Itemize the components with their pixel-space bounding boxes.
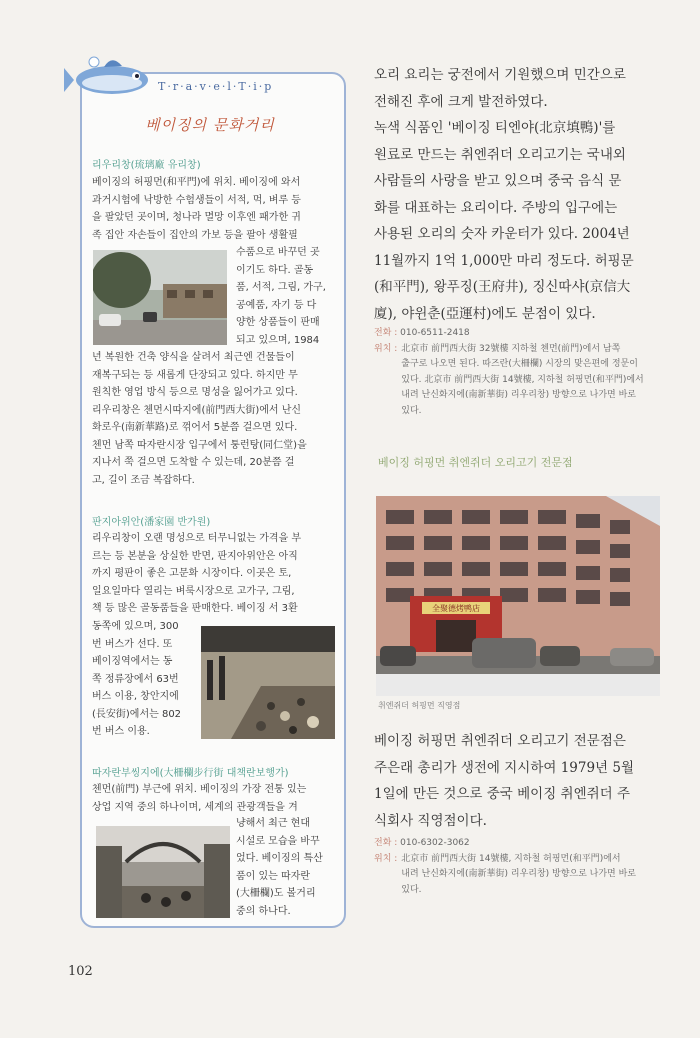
text-line: 11월까지 1억 1,000만 마리 정도다. 허핑문 — [374, 252, 634, 269]
text-line: 리우리창은 첸먼시따지에(前門西大街)에서 난신 — [92, 404, 302, 416]
intro-paragraph — [374, 62, 664, 327]
info-block-1 — [374, 326, 664, 419]
section-text-panjiayuan-top — [92, 530, 337, 618]
text-line: 년 복원한 건축 양식을 살려서 최근엔 건물들이 — [92, 352, 295, 363]
text-line: 수품으로 바꾸던 곳 — [236, 247, 320, 258]
text-line: 시설로 모습을 바꾸 — [236, 835, 320, 847]
text-line: 화를 대표하는 요리이다. 주방의 입구에는 — [374, 199, 618, 216]
text-line: 과거시험에 낙방한 수험생들이 서적, 먹, 벼루 등 — [92, 194, 301, 206]
phone-line — [374, 326, 664, 342]
text-line: 고, 길이 조금 복잡하다. — [92, 474, 195, 486]
text-line: 상업 지역 중의 하나이며, 세계의 관광객들을 겨 — [92, 801, 298, 813]
text-line: 원칙한 영업 방식 등으로 명성을 잃어가고 있다. — [92, 387, 298, 398]
liulichang-street-photo — [93, 250, 227, 345]
location-line — [374, 342, 664, 420]
dashilan-street-photo — [96, 826, 230, 918]
text-line: 오리 요리는 궁전에서 기원했으며 민간으로 — [374, 67, 626, 83]
text-line: 품, 서적, 그림, 가구, — [236, 282, 326, 293]
text-line: 베이징역에서는 동 — [92, 656, 173, 667]
text-line: 주은래 총리가 생전에 지시하여 1979년 5월 — [374, 759, 635, 776]
text-line: 北京市 前門西大街 14號樓, 지하철 허핑먼(和平門)에서 — [401, 853, 621, 864]
text-line: 까지 평판이 좋은 고문화 시장이다. 이곳은 토, — [92, 568, 292, 579]
text-line: 廈), 야윈춘(亞運村)에도 분점이 있다. — [374, 305, 596, 322]
text-line: 사용된 오리의 숫자 카운터가 있다. 2004년 — [374, 226, 630, 242]
restaurant-sign: 全聚德烤鸭店 — [432, 604, 480, 613]
text-line: 녹색 식품인 '베이징 티엔야(北京填鴨)'를 — [374, 120, 616, 136]
text-line: 책 등 많은 골동품들을 판매한다. 베이징 서 3환 — [92, 603, 298, 614]
section-title-dashilan: 따자란부씽지에(大柵欄步行街 대책란보행가) — [92, 768, 289, 779]
text-line: 첸먼 남쪽 따자란시장 입구에서 퉁런탕(同仁堂)을 — [92, 439, 307, 451]
location-line — [374, 852, 664, 899]
text-line: 르는 등 본분을 상실한 반면, 판지아위안은 아직 — [92, 550, 298, 562]
section-text-dashilan-top — [92, 781, 337, 816]
text-line: 내려 난신화지에(南新華街) 리우리창) 방향으로 나가면 바로 — [401, 869, 637, 879]
text-line: 품이 있는 따자란 — [236, 870, 310, 882]
travel-tip-label: T·r·a·v·e·l·T·i·p — [158, 80, 274, 93]
text-line: 버스 이용, 창안지에 — [92, 691, 179, 702]
text-line: 있다. 北京市 前門西大街 14號樓, 지하철 허핑먼(和平門)에서 — [401, 374, 644, 385]
text-line: 원료로 만드는 취엔쥐더 오리고기는 국내외 — [374, 146, 626, 163]
text-line: 이기도 하다. 골동 — [236, 264, 314, 276]
text-line: 내려 난신화지에(南新華街) 리우리창) 방향으로 나가면 바로 — [401, 390, 637, 400]
location-label: 위치 : — [374, 853, 398, 864]
info-block-2 — [374, 836, 664, 898]
text-line: 쪽 정류장에서 63번 — [92, 673, 179, 685]
phone-number: 010-6511-2418 — [400, 328, 470, 338]
text-line: 지나서 쭉 걸으면 도착할 수 있는데, 20분쯤 걸 — [92, 457, 295, 468]
text-line: (和平門), 왕푸징(王府井), 징신따샤(京信大 — [374, 279, 631, 295]
location-label: 위치 : — [374, 343, 398, 354]
text-line: 번 버스가 선다. 또 — [92, 638, 173, 650]
restaurant-paragraph — [374, 728, 664, 834]
text-line: 되고 있으며, 1984 — [236, 334, 320, 346]
text-line: 있다. — [401, 884, 422, 895]
phone-line — [374, 836, 664, 852]
section-title-panjiayuan: 판지아위안(潘家園 반가원) — [92, 517, 211, 528]
section-title-liulichang: 리우리창(琉璃廠 유리창) — [92, 160, 201, 171]
text-line: 베이징의 허핑먼(和平門)에 위치. 베이징에 와서 — [92, 177, 301, 188]
section-title-restaurant: 베이징 허핑먼 취엔쥐더 오리고기 전문점 — [378, 456, 573, 469]
phone-number: 010-6302-3062 — [400, 838, 470, 848]
text-line: 리우리창이 오랜 명성으로 터무니없는 가격을 부 — [92, 533, 302, 544]
section-text-liulichang-bottom — [92, 349, 337, 489]
fish-mascot-icon — [64, 52, 154, 102]
text-line: 중의 하나다. — [236, 905, 291, 917]
text-line: 동쪽에 있으며, 300 — [92, 621, 179, 632]
phone-label: 전화 : — [374, 328, 398, 338]
text-line: 화로우(南新華路)로 꺾어서 5분쯤 걸으면 있다. — [92, 422, 298, 433]
text-line: (長安街)에서는 802 — [92, 708, 182, 720]
restaurant-building-photo — [376, 496, 660, 696]
text-line: 양한 상품들이 판매 — [236, 317, 320, 328]
text-line: (大柵欄)도 볼거리 — [236, 888, 316, 899]
photo-caption: 취엔쥐더 허핑먼 직영점 — [378, 701, 461, 710]
text-line: 냥해서 최근 현대 — [236, 818, 310, 829]
text-line: 첸먼(前門) 부근에 위치. 베이징의 가장 전통 있는 — [92, 784, 307, 795]
panjiayuan-market-photo — [201, 626, 335, 739]
text-line: 번 버스 이용. — [92, 726, 150, 737]
text-line: 전해진 후에 크게 발전하였다. — [374, 93, 548, 110]
section-text-liulichang-top — [92, 174, 337, 244]
page-number: 102 — [68, 964, 93, 979]
section-text-panjiayuan-wrap — [92, 618, 202, 741]
text-line: 1일에 만든 것으로 중국 베이징 취엔쥐더 주 — [374, 786, 631, 802]
text-line: 식회사 직영점이다. — [374, 812, 487, 829]
text-line: 베이징 허핑먼 취엔쥐더 오리고기 전문점은 — [374, 733, 626, 749]
text-line: 었다. 베이징의 특산 — [236, 853, 323, 864]
text-line: 있다. — [401, 405, 422, 416]
box-heading: 베이징의 문화거리 — [145, 116, 275, 134]
text-line: 을 팔았던 곳이며, 청나라 멸망 이후엔 패가한 귀 — [92, 212, 301, 223]
text-line: 사람들의 사랑을 받고 있으며 중국 음식 문 — [374, 173, 622, 189]
text-line: 北京市 前門西大街 32號樓 지하철 첸먼(前門)에서 남쪽 — [401, 343, 621, 354]
text-line: 출구로 나오면 된다. 따즈란(大柵欄) 시장의 맞은편에 정문이 — [401, 359, 638, 369]
text-line: 재복구되는 등 새롭게 단장되고 있다. 하지만 무 — [92, 369, 298, 381]
text-line: 일요일마다 열리는 벼룩시장으로 고가구, 그림, — [92, 585, 295, 597]
phone-label: 전화 : — [374, 838, 398, 848]
text-line: 공예품, 자기 등 다 — [236, 299, 317, 311]
section-text-liulichang-wrap — [236, 244, 340, 349]
text-line: 족 집안 자손들이 집안의 가보 등을 팔아 생활필 — [92, 229, 298, 241]
section-text-dashilan-wrap — [236, 815, 340, 920]
